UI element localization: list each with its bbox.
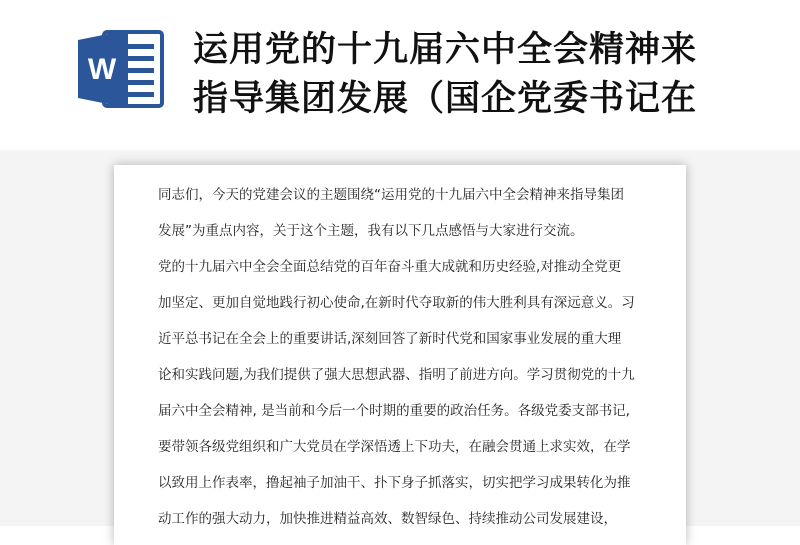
text-line: 发展”为重点内容，关于这个主题，我有以下几点感悟与大家进行交流。 — [158, 223, 584, 239]
text-line: 党的十九届六中全会全面总结党的百年奋斗重大成就和历史经验,对推动全党更 — [158, 259, 622, 275]
word-document-icon — [74, 26, 166, 112]
text-line: 近平总书记在全会上的重要讲话,深刻回答了新时代党和国家事业发展的重大理 — [158, 331, 622, 347]
text-line: 同志们，今天的党建会议的主题围绕“运用党的十九届六中全会精神来指导集团 — [158, 187, 624, 203]
title-line-2: 指导集团发展（国企党委书记在 — [193, 79, 698, 119]
text-line: 届六中全会精神, 是当前和今后一个时期的重要的政治任务。各级党委支部书记, — [158, 403, 630, 419]
paragraph-body — [158, 249, 648, 537]
title-line-1: 运用党的十九届六中全会精神来 — [193, 30, 698, 70]
svg-text:W: W — [87, 53, 117, 86]
text-line: 要带领各级党组织和广大党员在学深悟透上下功夫，在融会贯通上求实效，在学 — [158, 439, 631, 455]
text-line: 论和实践问题,为我们提供了强大思想武器、指明了前进方向。学习贯彻党的十九 — [158, 367, 635, 383]
document-title — [193, 26, 793, 124]
text-line: 动工作的强大动力，加快推进精益高效、数智绿色、持续推动公司发展建设， — [158, 511, 617, 527]
text-line: 加坚定、更加自觉地践行初心使命,在新时代夺取新的伟大胜利具有深远意义。习 — [158, 295, 635, 311]
paragraph-intro — [158, 177, 648, 249]
header-banner — [0, 0, 800, 150]
text-line: 以致用上作表率，撸起袖子加油干、扑下身子抓落实，切实把学习成果转化为推 — [158, 475, 631, 491]
